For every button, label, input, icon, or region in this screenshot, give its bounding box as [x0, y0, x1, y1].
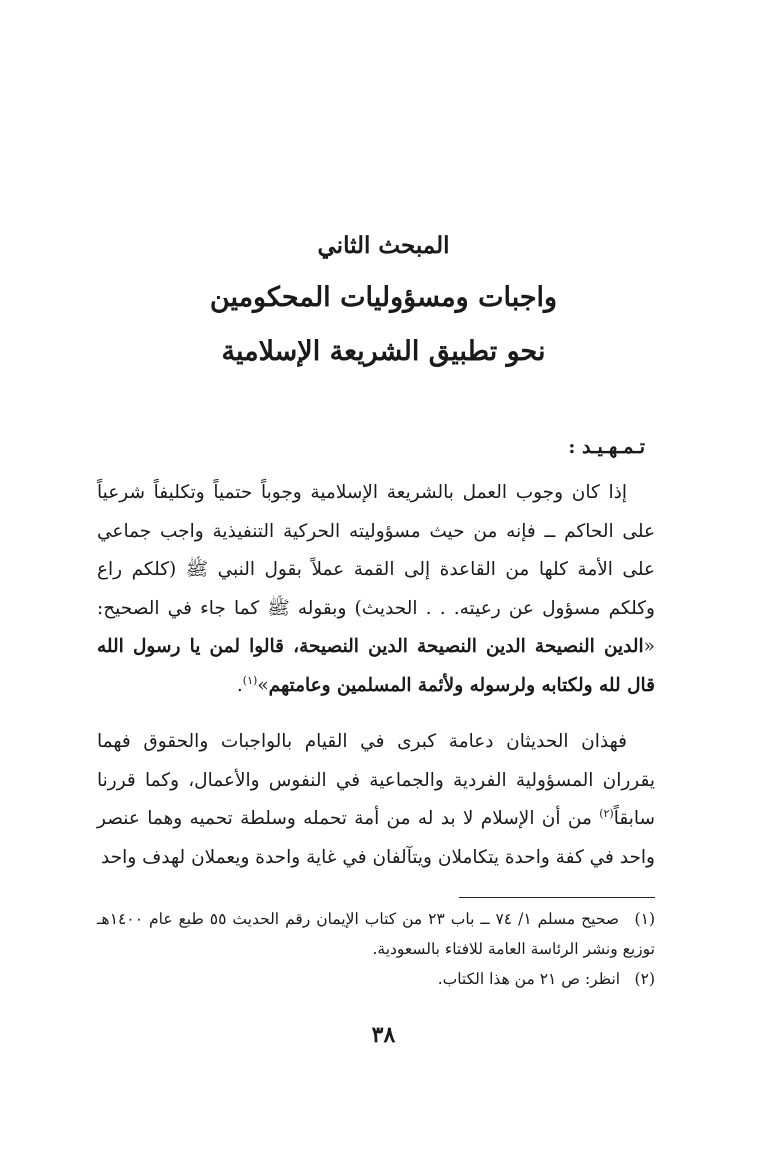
paragraph-1 — [97, 474, 655, 705]
paragraph-2-text-a: فهذان الحديثان دعامة كبرى في القيام بالواجبات والحقوق فهما يقرران المسؤولية الفردية والجماعية في النفوس والأعمال، وكما قررنا سابقاً — [97, 731, 655, 829]
footnotes — [97, 904, 655, 994]
footnote-1-number: (١) — [634, 910, 655, 928]
footnote-1 — [97, 904, 655, 964]
intro-label: تـمـهـيـد : — [568, 436, 645, 458]
chapter-title-line-2: نحو تطبيق الشريعة الإسلامية — [221, 336, 546, 367]
footnote-2-number: (٢) — [634, 970, 655, 988]
chapter-title-line-1: واجبات ومسؤوليات المحكومين — [209, 282, 558, 313]
footnote-divider — [459, 897, 655, 898]
paragraph-2 — [97, 723, 655, 877]
section-heading: المبحث الثاني — [317, 232, 450, 259]
paragraph-1-end: . — [236, 674, 243, 696]
footnote-2 — [97, 964, 655, 994]
paragraph-1-text: إذا كان وجوب العمل بالشريعة الإسلامية وجوباً حتمياً وتكليفاً شرعياً على الحاكم ــ فإنه من حيث مسؤوليته الحركية التنفيذية واجب جماعي على الأمة كلها من القاعدة إلى القمة عملاً بقول النبي ﷺ (كلكم راع وكلكم مسؤول عن رعيته. . . الحديث) وبقوله ﷺ كما جاء في الصحيح: « — [97, 482, 655, 657]
footnote-ref-2[interactable]: (٢) — [599, 806, 614, 820]
paragraph-2-text-b: من أن الإسلام لا بد له من أمة تحمله وسلطة تحميه وهما عنصر واحد في كفة واحدة يتكاملان ويتآلفان في غاية واحدة ويعملان لهدف واحد — [97, 808, 655, 868]
page-number: ٣٨ — [371, 1022, 396, 1048]
quote-close-mark: » — [257, 674, 269, 696]
footnote-2-text: انظر: ص ٢١ من هذا الكتاب. — [437, 970, 621, 988]
footnote-1-text: صحيح مسلم ١/ ٧٤ ــ باب ٢٣ من كتاب الإيمان رقم الحديث ٥٥ طبع عام ١٤٠٠هـ توزيع ونشر الرئاسة العامة للافتاء بالسعودية. — [97, 910, 655, 958]
footnote-ref-1[interactable]: (١) — [242, 673, 258, 687]
hadith-quote: الدين النصيحة الدين النصيحة الدين النصيحة، قالوا لمن يا رسول الله قال لله ولكتابه ولرسوله ولأئمة المسلمين وعامتهم — [97, 636, 655, 696]
